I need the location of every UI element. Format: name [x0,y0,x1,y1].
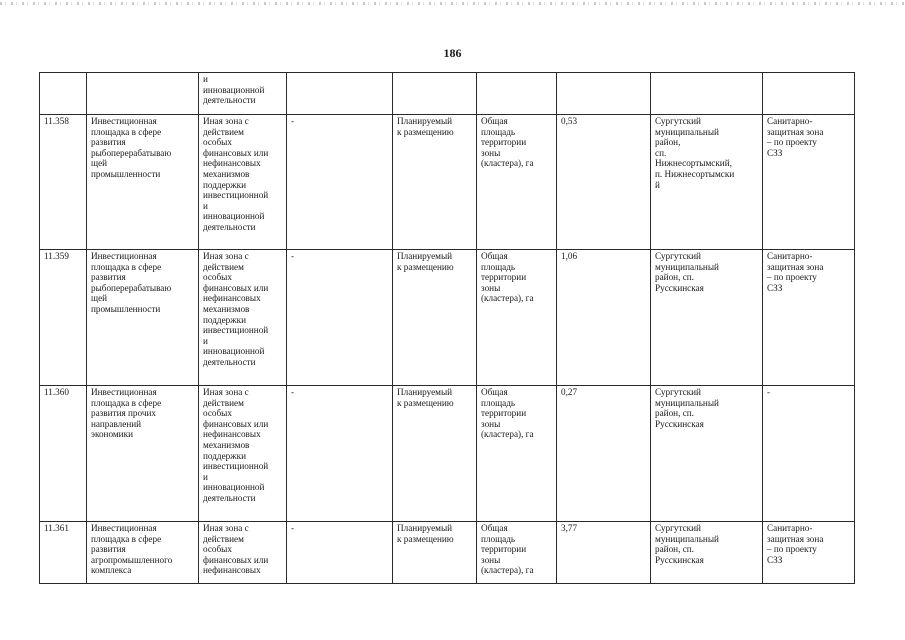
cell-extra: - [287,250,393,386]
cell-number: 11.358 [40,115,87,250]
table-row [40,386,855,522]
cell-status: Планируемый к размещению [393,250,477,386]
cell-name: Инвестиционная площадка в сфере развития рыбоперерабатываю щей промышленности [87,115,199,250]
registry-table [39,72,855,584]
page-number: 186 [443,46,462,60]
cell-name: Инвестиционная площадка в сфере развития прочих направлений экономики [87,386,199,522]
table-row [40,250,855,386]
cell-name: Инвестиционная площадка в сфере развития агропромышленного комплекса [87,522,199,584]
cell-number: 11.360 [40,386,87,522]
cell-value: 0,27 [557,386,651,522]
cell-location: Сургутский муниципальный район, сп. Нижнесортымский, п. Нижнесортымски й [651,115,763,250]
cell-parameter: Общая площадь территории зоны (кластера), га [477,386,557,522]
cell-parameter [477,73,557,115]
cell-value: 3,77 [557,522,651,584]
cell-status [393,73,477,115]
scan-edge-artifact [0,2,905,5]
cell-status: Планируемый к размещению [393,386,477,522]
cell-zone-type: Иная зона с действием особых финансовых или нефинансовых механизмов поддержки инвестиционной и инновационной деятельности [199,115,287,250]
table-row [40,73,855,115]
cell-name: Инвестиционная площадка в сфере развития рыбоперерабатываю щей промышленности [87,250,199,386]
cell-location: Сургутский муниципальный район, сп. Русскинская [651,250,763,386]
cell-parameter: Общая площадь территории зоны (кластера), га [477,115,557,250]
table-row [40,522,855,584]
cell-status: Планируемый к размещению [393,522,477,584]
cell-location: Сургутский муниципальный район, сп. Русскинская [651,386,763,522]
cell-value [557,73,651,115]
cell-restriction: - [763,386,855,522]
cell-location [651,73,763,115]
cell-number: 11.359 [40,250,87,386]
cell-restriction: Санитарно- защитная зона – по проекту СЗЗ [763,522,855,584]
cell-zone-type: и инновационной деятельности [199,73,287,115]
cell-restriction: Санитарно- защитная зона – по проекту СЗЗ [763,250,855,386]
cell-parameter: Общая площадь территории зоны (кластера), га [477,250,557,386]
cell-zone-type: Иная зона с действием особых финансовых или нефинансовых [199,522,287,584]
cell-extra [287,73,393,115]
cell-zone-type: Иная зона с действием особых финансовых или нефинансовых механизмов поддержки инвестиционной и инновационной деятельности [199,386,287,522]
cell-value: 1,06 [557,250,651,386]
cell-parameter: Общая площадь территории зоны (кластера), га [477,522,557,584]
cell-extra: - [287,115,393,250]
cell-extra: - [287,522,393,584]
cell-number [40,73,87,115]
cell-number: 11.361 [40,522,87,584]
cell-name [87,73,199,115]
cell-status: Планируемый к размещению [393,115,477,250]
cell-location: Сургутский муниципальный район, сп. Русскинская [651,522,763,584]
cell-restriction [763,73,855,115]
cell-value: 0,53 [557,115,651,250]
cell-zone-type: Иная зона с действием особых финансовых или нефинансовых механизмов поддержки инвестиционной и инновационной деятельности [199,250,287,386]
cell-restriction: Санитарно- защитная зона – по проекту СЗЗ [763,115,855,250]
cell-extra: - [287,386,393,522]
table-row [40,115,855,250]
